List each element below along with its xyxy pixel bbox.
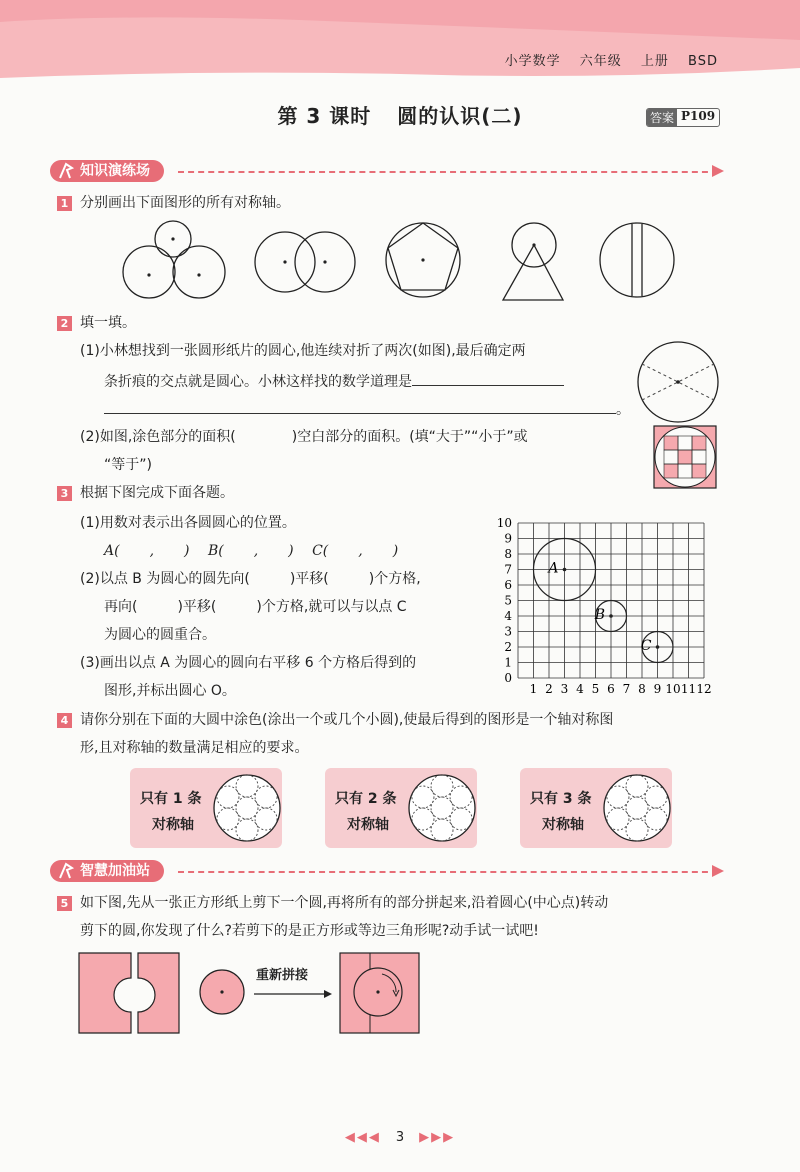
big-circle [409,775,475,841]
q3-text: 根据下图完成下面各题。 [80,485,234,501]
q3-p2-b: )平移( [289,571,329,587]
q4-circle-figure-1[interactable] [212,773,282,843]
q2-shaded-figure [653,425,717,489]
page-number: 3 [395,1130,405,1145]
answer-tag [646,108,720,127]
q5-number: 5 [57,896,72,911]
q3-comma-a: , [149,543,155,559]
y-tick-label: 6 [504,578,512,592]
q4-panel-1-line1: 只有 1 条 [140,791,202,807]
q1-fig5-bar [632,224,642,296]
q4-circle-figure-3[interactable] [602,773,672,843]
q2-p1-answer-blank[interactable] [412,371,564,386]
header-edition: BSD [688,54,718,69]
q4-panel-1 [130,768,282,848]
grid-point-label: A [548,560,559,577]
grid-center-A [563,568,567,572]
runner-icon [58,862,74,880]
big-circle [604,775,670,841]
q2-p1-end: 。 [616,402,630,418]
header-grade: 六年级 [579,54,622,69]
lesson-topic: 圆的认识(二) [397,104,523,128]
y-tick-label: 8 [504,547,512,561]
x-tick-label: 7 [622,682,631,696]
q2-p2-b: )空白部分的面积。(填“大于”“小于”或 [291,429,528,445]
q3-pair-c: C( [312,543,329,559]
arrow-right-icon [712,165,724,177]
q3-p3-a: (3)画出以点 A 为圆心的圆向右平移 6 个方格后得到的 [80,655,417,671]
q4-line2: 形,且对称轴的数量满足相应的要求。 [80,740,309,756]
x-tick-label: 1 [529,682,538,696]
q5-figures [78,950,423,1036]
q3-p2-a: (2)以点 B 为圆心的圆先向( [80,571,250,587]
prev-arrows-icon: ◀◀◀ [344,1130,381,1145]
q4-panel-3 [520,768,672,848]
q1-fig1-left-circle [123,246,175,298]
q2-p2-a: (2)如图,涂色部分的面积( [80,429,236,445]
big-circle [214,775,280,841]
y-tick-label: 1 [504,655,512,670]
q2-p1-line1: (1)小林想找到一张圆形纸片的圆心,他连续对折了两次(如图),最后确定两 [80,343,526,359]
next-arrows-icon: ▶▶▶ [419,1130,456,1145]
q2-p2-line1 [80,427,528,447]
q4-panel-2 [325,768,477,848]
grid-center-B [609,614,613,618]
q3-p2-line1 [80,569,421,589]
q2-text: 填一填。 [80,315,136,331]
q4-panel-3-line1: 只有 3 条 [530,791,592,807]
y-tick-label: 4 [504,609,512,623]
y-tick-label: 3 [504,624,512,639]
q3-close-c: ) [392,543,399,559]
y-tick-label: 0 [504,671,512,685]
q3-close-b: ) [288,543,294,559]
q4-panel-3-label [530,786,592,838]
q3-p2-f: )个方格,就可以与以点 C [256,599,407,615]
q3-close-a: ) [184,543,190,559]
y-tick-label: 7 [504,562,512,577]
q3-p2-d: 再向( [104,599,138,615]
section-practice-label: 知识演练场 [80,163,150,179]
q3-number: 3 [57,486,72,501]
q4-panel-2-label [335,786,397,838]
q3-p2-line2 [104,597,407,617]
q4-panel-2-line1: 只有 2 条 [335,791,397,807]
grid-center-C [656,645,660,649]
q2-p1-line2-text: 条折痕的交点就是圆心。小林这样找的数学道理是 [104,374,412,390]
q5-line1: 如下图,先从一张正方形纸上剪下一个圆,再将所有的部分拼起来,沿着圆心(中心点)转动 [80,895,609,911]
q3-p1: (1)用数对表示出各圆圆心的位置。 [80,515,296,531]
q5-line2: 剪下的圆,你发现了什么?若剪下的是正方形或等边三角形呢?动手试一试吧! [80,923,539,939]
q3-p2-g: 为圆心的圆重合。 [104,627,216,643]
q4-panel-1-line2: 对称轴 [152,817,194,833]
grid-point-label: C [640,638,652,654]
x-tick-label: 10 [665,682,681,696]
q3-comma-c: , [358,543,363,559]
q4-panel-1-label [140,786,202,838]
section-challenge-label: 智慧加油站 [80,863,150,879]
q4-panel-2-line2: 对称轴 [347,817,389,833]
q3-comma-b: , [253,543,259,559]
q3-coordinate-grid [492,510,732,700]
q1-figures [110,215,690,305]
x-tick-label: 11 [680,682,697,696]
grid-point-label: B [594,607,605,623]
q3-pair-a: A( [104,543,120,559]
x-tick-label: 4 [576,682,584,696]
x-tick-label: 2 [545,682,553,696]
lesson-number: 第 3 课时 [277,104,372,128]
q1-fig1-right-circle [173,246,225,298]
x-tick-label: 8 [638,682,646,696]
x-tick-label: 12 [696,682,712,696]
arrow-right-icon [712,865,724,877]
q5-right-piece [138,953,179,1033]
header-volume: 上册 [640,54,669,69]
section-challenge [50,860,725,884]
q4-circle-figure-2[interactable] [407,773,477,843]
x-tick-label: 5 [591,682,600,696]
q3-pairs [104,541,398,561]
q5-arrow-label: 重新拼接 [256,968,309,983]
footer [0,1130,800,1145]
q5-arrow-icon [324,990,332,998]
answer-label: 答案 [647,109,677,126]
section-practice [50,160,725,184]
q4-number: 4 [57,713,72,728]
q5-left-piece [79,953,131,1033]
header-band [0,0,800,86]
y-tick-label: 10 [496,516,512,530]
q3-p2-c: )个方格, [368,571,421,587]
q1-text: 分别画出下面图形的所有对称轴。 [80,195,290,211]
x-tick-label: 3 [560,682,569,696]
y-tick-label: 9 [504,531,512,546]
q3-p2-e: )平移( [177,599,217,615]
header-meta [491,50,718,69]
q2-p2-c: “等于”) [104,457,152,473]
runner-icon [58,162,74,180]
q2-p1-line2 [104,371,564,392]
x-tick-label: 6 [607,682,615,696]
q3-pair-b: B( [207,543,224,559]
q2-number: 2 [57,316,72,331]
q4-panel-3-line2: 对称轴 [542,817,584,833]
answer-page: P109 [681,109,716,123]
q2-fold-figure [636,340,720,424]
q2-p1-line3 [104,399,630,420]
x-tick-label: 9 [653,682,662,696]
y-tick-label: 2 [504,640,512,654]
q1-fig5-circle [600,223,674,297]
q4-line1: 请你分别在下面的大圆中涂色(涂出一个或几个小圆),使最后得到的图形是一个轴对称图 [80,712,614,728]
q1-number: 1 [57,196,72,211]
q2-p1-answer-blank-2[interactable] [104,399,616,414]
q3-p3-b: 图形,并标出圆心 O。 [104,683,236,699]
y-tick-label: 5 [504,593,512,608]
header-subject: 小学数学 [504,54,561,69]
